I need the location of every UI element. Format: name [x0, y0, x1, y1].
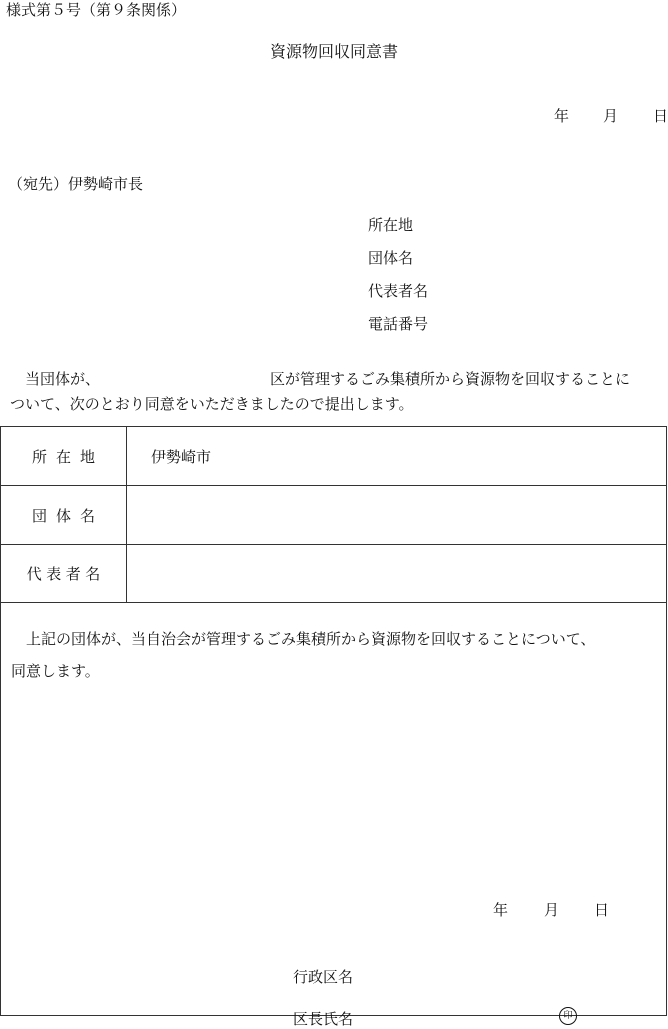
seal-icon: 印: [559, 1007, 577, 1025]
applicant-representative-label: 代表者名: [368, 282, 429, 300]
ward-head-label: 区長氏名: [293, 1010, 354, 1028]
consent-year-unit: 年: [493, 901, 509, 919]
consent-line2: 同意します。: [11, 662, 100, 680]
month-unit: 月: [603, 107, 619, 125]
submission-date: [0, 106, 668, 126]
table-row: [1, 486, 666, 545]
consent-table: [0, 426, 667, 1028]
consent-paragraph: [11, 623, 595, 687]
table-row: [1, 545, 666, 603]
admin-ward-label: 行政区名: [293, 968, 354, 986]
applicant-address-label: 所在地: [368, 216, 414, 234]
document-title: 資源物回収同意書: [269, 42, 398, 61]
row-value-group-name: [127, 486, 666, 544]
row-value-representative: [127, 545, 666, 602]
consent-day-unit: 日: [594, 901, 610, 919]
intro-line2: ついて、次のとおり同意をいただきましたので提出します。: [10, 395, 414, 413]
intro-line1-prefix: 当団体が、: [25, 370, 101, 388]
row-label-group-name: 団体名: [1, 486, 127, 544]
addressee: （宛先）伊勢崎市長: [8, 175, 144, 193]
row-label-address: 所在地: [1, 427, 127, 485]
consent-section: [1, 603, 666, 1028]
consent-line1: 上記の団体が、当自治会が管理するごみ集積所から資源物を回収することについて、: [26, 630, 596, 648]
day-unit: 日: [653, 107, 668, 125]
applicant-group-name-label: 団体名: [368, 249, 414, 267]
row-value-address: 伊勢崎市: [151, 447, 212, 466]
row-label-representative: 代表者名: [1, 545, 127, 602]
table-row: [1, 427, 666, 486]
intro-line1-suffix: 区が管理するごみ集積所から資源物を回収することに: [270, 370, 631, 388]
consent-month-unit: 月: [544, 901, 560, 919]
applicant-phone-label: 電話番号: [368, 315, 429, 333]
intro-paragraph: [10, 367, 660, 417]
consent-date: [1, 900, 668, 920]
form-number: 様式第５号（第９条関係）: [6, 1, 187, 19]
year-unit: 年: [554, 107, 570, 125]
